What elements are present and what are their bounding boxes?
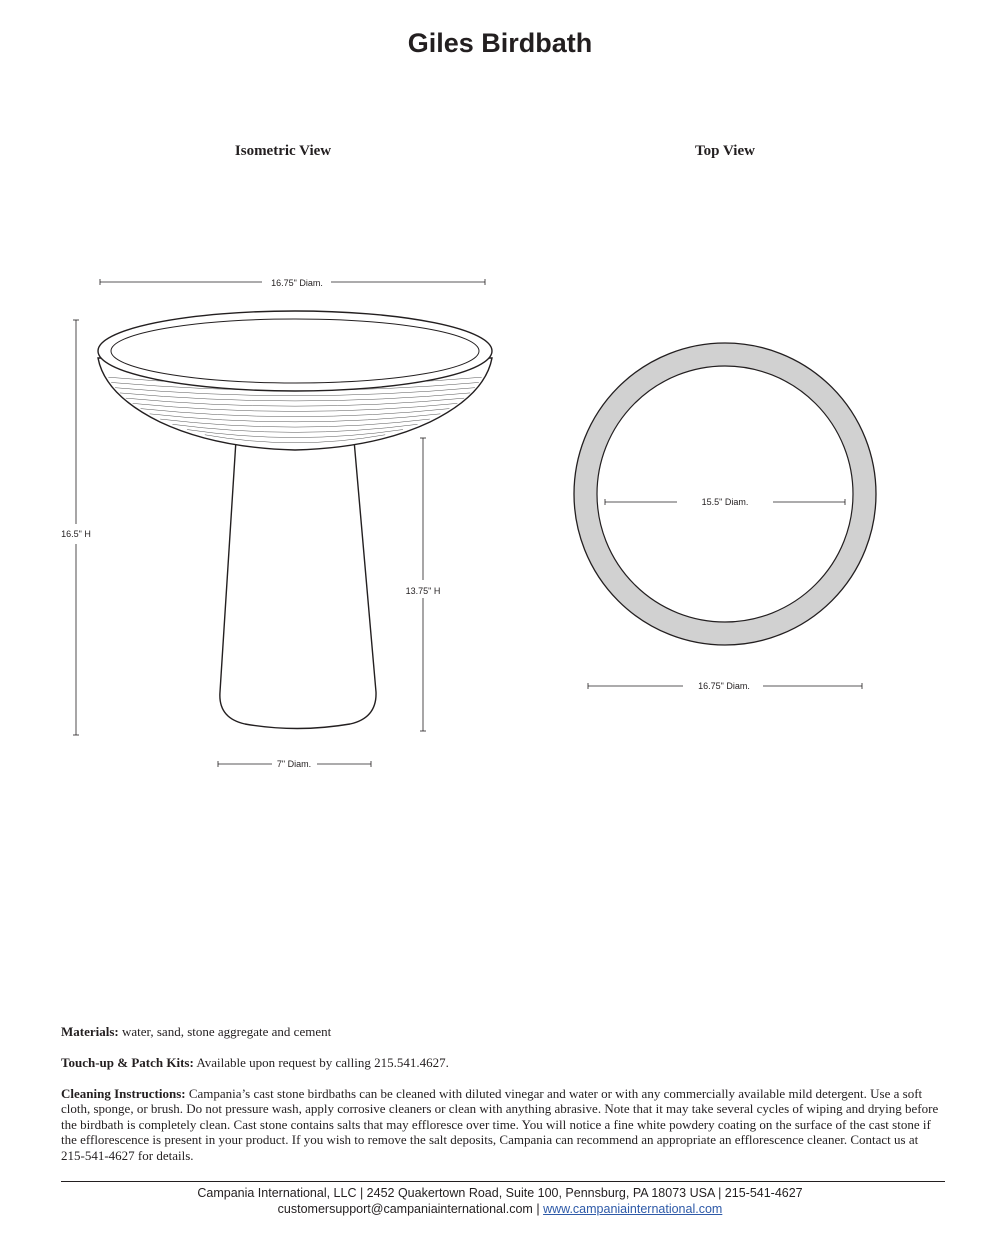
footer-address: Campania International, LLC | 2452 Quakertown Road, Suite 100, Pennsburg, PA 18073 USA | 215-541-4627 [197, 1186, 803, 1200]
materials-label: Materials: [61, 1024, 119, 1039]
bowl-rim-outer [98, 311, 492, 391]
overall-height-dimension [73, 320, 79, 735]
pedestal-outline [220, 440, 376, 729]
materials-info [61, 1024, 945, 1039]
top-view-birdbath [574, 343, 876, 645]
footer-email: customersupport@campaniainternational.com [277, 1202, 533, 1216]
website-link[interactable]: www.campaniainternational.com [543, 1202, 723, 1216]
materials-text: water, sand, stone aggregate and cement [122, 1024, 332, 1039]
top-view-label: Top View [695, 143, 755, 159]
pedestal-height-dimension [420, 438, 426, 731]
footer-contact [0, 1202, 1000, 1216]
cleaning-text: Campania’s cast stone birdbaths can be cleaned with diluted vinegar and water or with any commercially available mild detergent. Use a soft cloth, sponge, or brush. Do not pressure wash, apply corrosive cleaners or clean with anything abrasive. Note that it may take several cycles of wiping and drying before the birdbath is completely clean. Cast stone contains salts that may effloresce over time. You will notice a fine white powdery coating on the surface of the cast stone if the efflorescence is present in your product. If you wish to remove the salt deposits, Campania can recommend an appropriate an efflorescence cleaner. Contact us at 215-541-4627 for details. [61, 1086, 939, 1163]
touchup-info [61, 1055, 945, 1070]
base-diameter-label: 7" Diam. [276, 759, 312, 769]
isometric-view-label: Isometric View [234, 143, 332, 159]
pedestal-height-label: 13.75" H [405, 586, 441, 596]
touchup-text: Available upon request by calling 215.541.4627. [196, 1055, 449, 1070]
cleaning-info [61, 1086, 945, 1163]
footer-separator: | [532, 1202, 544, 1216]
cleaning-label: Cleaning Instructions: [61, 1086, 186, 1101]
outer-diameter-label: 16.75" Diam. [698, 681, 750, 691]
bowl-diameter-label: 16.75" Diam. [271, 278, 323, 288]
isometric-birdbath [98, 311, 492, 729]
basin-inner-circle [597, 366, 853, 622]
footer-divider [61, 1181, 945, 1182]
page-title: Giles Birdbath [407, 28, 593, 58]
touchup-label: Touch-up & Patch Kits: [61, 1055, 194, 1070]
inner-diameter-label: 15.5" Diam. [701, 497, 749, 507]
overall-height-label: 16.5" H [61, 529, 91, 539]
